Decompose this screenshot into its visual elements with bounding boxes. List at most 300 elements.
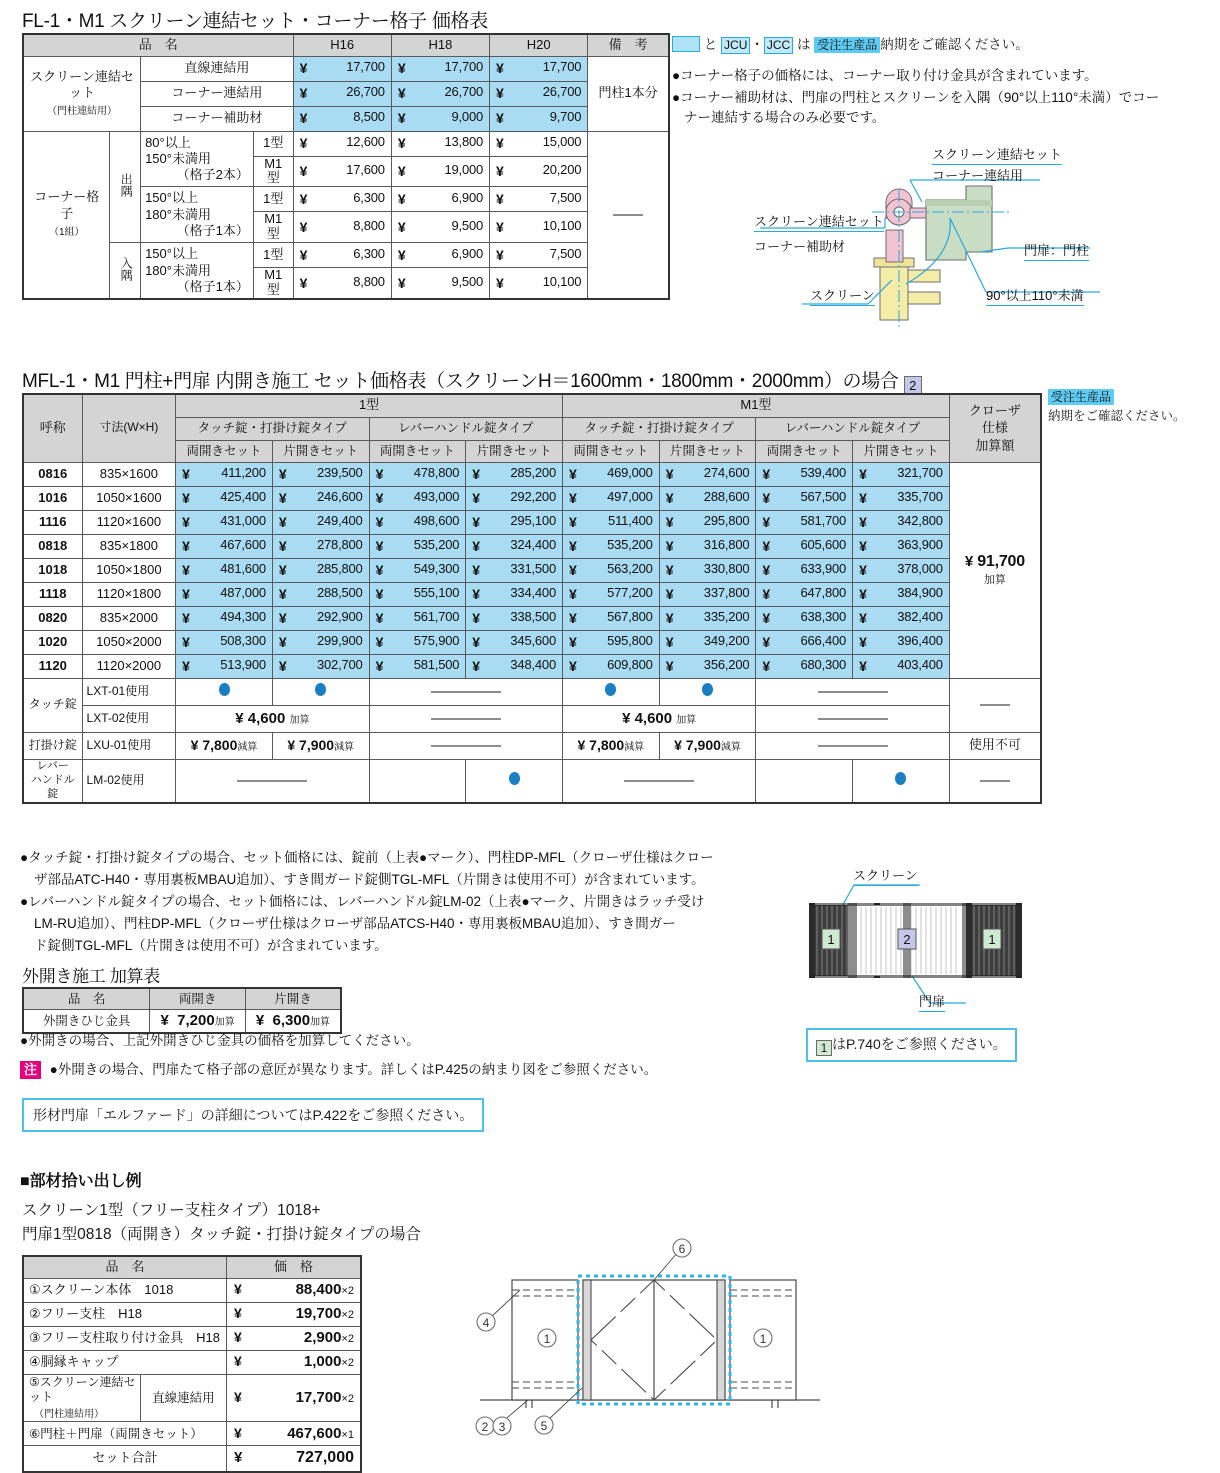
cell-koshou: 1118 [23, 582, 82, 606]
cell-price: ¥ 17,700 [490, 56, 588, 81]
screen-diagram-label-screen: スクリーン [853, 865, 918, 886]
table-row [23, 582, 1041, 606]
table-row [23, 56, 669, 81]
svg-text:2: 2 [903, 932, 911, 947]
cell-price: ¥ 396,400 [853, 630, 950, 654]
cell-price: ¥ 285,800 [272, 558, 369, 582]
cell-price: ¥ 13,800 [391, 131, 489, 156]
cell-size: 1050×2000 [82, 630, 176, 654]
cell-unusable: 使用不可 [949, 732, 1041, 759]
cell-price-sub: ¥ 7,800減算 [562, 732, 659, 759]
table-row [23, 558, 1041, 582]
cell-price: ¥ 605,600 [756, 534, 853, 558]
col-header-touch-lock-1: タッチ錠・打掛け錠タイプ [176, 417, 369, 440]
cell-price: ¥ 8,500 [293, 106, 391, 131]
reference-box-p422[interactable]: 形材門扉「エルファード」の詳細についてはP.422をご参照ください。 [22, 1098, 484, 1132]
col-header-type1: 1型 [176, 394, 563, 417]
cell-dot [562, 678, 659, 705]
cell-price: ¥ 335,700 [853, 486, 950, 510]
cell-price: ¥ 595,800 [562, 630, 659, 654]
table-row [23, 510, 1041, 534]
cell-price: ¥ 12,600 [293, 131, 391, 156]
col-header-double-3: 両開きセット [562, 440, 659, 462]
cell-price: ¥ 292,200 [466, 486, 563, 510]
col-header-h16: H16 [293, 34, 391, 56]
table-row [23, 630, 1041, 654]
part-name: ⑥門柱＋門扉（両開きセット） [23, 1422, 227, 1446]
cell-price: ¥ 535,200 [369, 534, 466, 558]
cell-price: ¥ 26,700 [293, 81, 391, 106]
cell-price: ¥ 7,200加算 [150, 1009, 246, 1033]
diagram-label-screen-set-2: スクリーン連結セット [754, 211, 884, 232]
cell-price: ¥ 302,700 [272, 654, 369, 678]
cell-dash [369, 759, 466, 803]
section2-note-1a: ●タッチ錠・打掛け錠タイプの場合、セット価格には、錠前（上表●マーク）、門柱DP-MFL（クローザ仕様はクロー [20, 850, 714, 865]
cell-size: 1120×1600 [82, 510, 176, 534]
cell-koshou: 0820 [23, 606, 82, 630]
diagram-label-corner-aux: コーナー補助材 [754, 239, 846, 254]
cell-price: ¥ 555,100 [369, 582, 466, 606]
cell-price: ¥ 249,400 [272, 510, 369, 534]
svg-text:6: 6 [678, 1242, 686, 1256]
cell-dash [176, 759, 369, 803]
cell-price: ¥ 567,500 [756, 486, 853, 510]
cell-price: ¥ 497,000 [562, 486, 659, 510]
col-header-double: 両開き [150, 988, 246, 1009]
cell-price: ¥ 363,900 [853, 534, 950, 558]
col-header-size: 寸法(W×H) [82, 394, 176, 462]
legend-mid: ・ [750, 37, 764, 52]
section2-title-badge: 2 [904, 376, 922, 395]
cell-dot [272, 678, 369, 705]
cell-price: ¥ 288,600 [659, 486, 756, 510]
section3-note-2-row [20, 1060, 657, 1080]
parts-plan-diagram [450, 1230, 850, 1460]
section4-parts-table [22, 1255, 362, 1473]
cell-price: ¥ 498,600 [369, 510, 466, 534]
cell-price: ¥ 321,700 [853, 462, 950, 486]
cell-closer-price: ¥ 91,700 加算 [949, 462, 1041, 678]
cell-price: ¥ 633,900 [756, 558, 853, 582]
svg-text:1: 1 [543, 1332, 551, 1346]
cell-price: ¥ 467,600 [176, 534, 273, 558]
cell-price: ¥ 647,800 [756, 582, 853, 606]
row-type: 1型 [253, 187, 293, 212]
cell-price: ¥ 478,800 [369, 462, 466, 486]
section2-title [22, 366, 922, 395]
cell-price: ¥ 274,600 [659, 462, 756, 486]
table-row [23, 1278, 361, 1302]
part-name: ⑤スクリーン連結セット （門柱連結用） [23, 1374, 140, 1422]
opt-model-lxt02: LXT-02使用 [82, 705, 176, 732]
section1-note-2b: ナー連結する場合のみ必要です。 [684, 110, 886, 125]
opt-model-lm02: LM-02使用 [82, 759, 176, 803]
group2-sub-irizumi: 入隅 [110, 243, 141, 299]
cell-price: ¥ 17,600 [293, 156, 391, 187]
total-label: セット合計 [23, 1446, 227, 1472]
cell-price: ¥ 378,000 [853, 558, 950, 582]
cell-price: ¥ 17,700 [293, 56, 391, 81]
legend-line [672, 33, 1029, 54]
col-header-name: 品 名 [23, 34, 293, 56]
cell-price: ¥ 411,200 [176, 462, 273, 486]
cell-size: 1050×1800 [82, 558, 176, 582]
cell-price: ¥ 513,900 [176, 654, 273, 678]
cell-price: ¥ 15,000 [490, 131, 588, 156]
cell-price: ¥ 494,300 [176, 606, 273, 630]
legend-wa: は [796, 37, 811, 52]
cell-price: ¥ 6,300 [293, 187, 391, 212]
section3-note-1: ●外開きの場合、上記外開きひじ金具の価格を加算してください。 [20, 1033, 420, 1048]
cell-price: ¥ 549,300 [369, 558, 466, 582]
cell-price: ¥ 539,400 [756, 462, 853, 486]
cell-dot [659, 678, 756, 705]
cell-price: ¥ 6,900 [391, 243, 489, 268]
cell-size: 1120×2000 [82, 654, 176, 678]
part-price: ¥ 1,000×2 [227, 1350, 361, 1374]
part-name: ④胴縁キャップ [23, 1350, 227, 1374]
cell-dash [369, 732, 562, 759]
cell-koshou: 1116 [23, 510, 82, 534]
cell-price: ¥ 278,800 [272, 534, 369, 558]
section3-title: 外開き施工 加算表 [22, 967, 161, 986]
highlight-swatch [672, 36, 700, 52]
cell-price: ¥ 563,200 [562, 558, 659, 582]
chu-badge: 注 [20, 1061, 41, 1079]
cell-price: ¥ 26,700 [391, 81, 489, 106]
table-row [23, 1009, 341, 1033]
table-row-option [23, 678, 1041, 705]
cell-price: ¥ 334,400 [466, 582, 563, 606]
section2-side-note [1048, 388, 1186, 426]
cell-koshou: 1120 [23, 654, 82, 678]
section4-subtitle-2: 門扉1型0818（両開き）タッチ錠・打掛け錠タイプの場合 [22, 1226, 421, 1243]
col-header-h18: H18 [391, 34, 489, 56]
cell-price: ¥ 10,100 [490, 268, 588, 299]
cell-price: ¥ 330,800 [659, 558, 756, 582]
row-type: M1型 [253, 212, 293, 243]
cell-price-add: ¥ 4,600 加算 [176, 705, 369, 732]
cell-price: ¥ 19,000 [391, 156, 489, 187]
cell-price: ¥ 9,500 [391, 268, 489, 299]
cell-price: ¥ 469,000 [562, 462, 659, 486]
cell-price-sub: ¥ 7,800減算 [176, 732, 273, 759]
badge-made-to-order: 受注生産品 [1048, 389, 1114, 405]
cell-price: ¥ 508,300 [176, 630, 273, 654]
section1-note-2a: ●コーナー補助材は、門扉の門柱とスクリーンを入隅（90°以上110°未満）でコー [672, 90, 1160, 105]
table-row [23, 1422, 361, 1446]
cell-price: ¥ 680,300 [756, 654, 853, 678]
badge-made-to-order: 受注生産品 [814, 37, 880, 53]
cell-price: ¥ 335,200 [659, 606, 756, 630]
table-row [23, 1302, 361, 1326]
cell-price: ¥ 487,000 [176, 582, 273, 606]
col-header-double-1: 両開きセット [176, 440, 273, 462]
cell-price: ¥ 26,700 [490, 81, 588, 106]
section1-note-1: ●コーナー格子の価格には、コーナー取り付け金具が含まれています。 [672, 68, 1098, 83]
cell-price: ¥ 577,200 [562, 582, 659, 606]
cell-koshou: 1016 [23, 486, 82, 510]
cell-price: ¥ 246,600 [272, 486, 369, 510]
legend-tail: 納期をご確認ください。 [880, 37, 1029, 52]
table-row-option [23, 732, 1041, 759]
part-price: ¥ 467,600×1 [227, 1422, 361, 1446]
row-condition: 150°以上 180°未満用 （格子1本） [141, 187, 254, 243]
cell-price: ¥ 9,000 [391, 106, 489, 131]
cell-dash [756, 678, 949, 705]
group2-label: コーナー格子 （1組） [23, 131, 110, 299]
svg-text:2: 2 [481, 1420, 489, 1434]
cell-price: ¥ 10,100 [490, 212, 588, 243]
group1-note: 門柱1本分 [588, 56, 669, 131]
cell-price: ¥ 331,500 [466, 558, 563, 582]
cell-dash [369, 705, 562, 732]
col-header-double-2: 両開きセット [369, 440, 466, 462]
col-header-single: 片開き [245, 988, 341, 1009]
cell-dot [853, 759, 950, 803]
cell-price: ¥ 535,200 [562, 534, 659, 558]
cell-price: ¥ 403,400 [853, 654, 950, 678]
cell-price: ¥ 299,900 [272, 630, 369, 654]
cell-price: ¥ 384,900 [853, 582, 950, 606]
cell-price: ¥ 666,400 [756, 630, 853, 654]
section4-title: ■部材拾い出し例 [20, 1173, 142, 1190]
opt-label-touch: タッチ錠 [23, 678, 82, 732]
cell-size: 1120×1800 [82, 582, 176, 606]
section2-note-2a: ●レバーハンドル錠タイプの場合、セット価格には、レバーハンドル錠LM-02（上表●マーク、片開きはラッチ受け [20, 894, 705, 909]
part-subname: 直線連結用 [140, 1374, 226, 1422]
part-name: ②フリー支柱 H18 [23, 1302, 227, 1326]
table-row-total [23, 1446, 361, 1472]
legend-to: と [703, 37, 718, 52]
cell-price: ¥ 356,200 [659, 654, 756, 678]
cell-price: ¥ 324,400 [466, 534, 563, 558]
cell-price: ¥ 511,400 [562, 510, 659, 534]
cell-price: ¥ 295,800 [659, 510, 756, 534]
table-row [23, 606, 1041, 630]
svg-text:1: 1 [759, 1332, 767, 1346]
cell-price: ¥ 561,700 [369, 606, 466, 630]
cell-price: ¥ 338,500 [466, 606, 563, 630]
diagram-label-screen: スクリーン [810, 285, 875, 306]
row-condition: 150°以上 180°未満用 （格子1本） [141, 243, 254, 299]
section2-price-table [22, 393, 1042, 804]
col-header-h20: H20 [490, 34, 588, 56]
cell-koshou: 0818 [23, 534, 82, 558]
part-price: ¥ 17,700×2 [227, 1374, 361, 1422]
filled-dot-icon [702, 683, 713, 696]
table-row [23, 1326, 361, 1350]
cell-price: ¥ 342,800 [853, 510, 950, 534]
filled-dot-icon [315, 683, 326, 696]
diagram-label-corner-joint: コーナー連結用 [932, 168, 1024, 183]
side-note-text: 納期をご確認ください。 [1048, 408, 1186, 423]
row-name: 直線連結用 [141, 56, 294, 81]
opt-label-lever: レバー ハンドル錠 [23, 759, 82, 803]
cell-size: 835×2000 [82, 606, 176, 630]
opt-label-uchikake: 打掛け錠 [23, 732, 82, 759]
cell-price: ¥ 431,000 [176, 510, 273, 534]
cell-koshou: 0816 [23, 462, 82, 486]
cell-price: ¥ 288,500 [272, 582, 369, 606]
svg-text:5: 5 [540, 1419, 548, 1433]
section2-note-2c: ド錠側TGL-MFL（片開きは使用不可）が含まれています。 [34, 938, 388, 953]
row-type: M1型 [253, 268, 293, 299]
cell-dot [466, 759, 563, 803]
section4-subtitle-1: スクリーン1型（フリー支柱タイプ）1018+ [22, 1202, 321, 1219]
filled-dot-icon [509, 772, 520, 785]
cell-price: ¥ 316,800 [659, 534, 756, 558]
col-header-name: 品 名 [23, 988, 150, 1009]
cell-price: ¥ 6,900 [391, 187, 489, 212]
col-header-single-3: 片開きセット [659, 440, 756, 462]
section2-note-1b: ザ部品ATC-H40・専用裏板MBAU追加）、すき間ガード錠側TGL-MFL（片開きは使用不可）が含まれています。 [34, 872, 705, 887]
cell-price-add: ¥ 4,600 加算 [562, 705, 755, 732]
row-condition: 80°以上 150°未満用 （格子2本） [141, 131, 254, 187]
section2-title-text: MFL-1・M1 門柱+門扉 内開き施工 セット価格表（スクリーンH＝1600mm・1800mm・2000mm）の場合 [22, 371, 899, 392]
cell-dash [756, 705, 949, 732]
col-header-note: 備 考 [588, 34, 669, 56]
col-header-lever-lock-1: レバーハンドル錠タイプ [369, 417, 562, 440]
part-name: ③フリー支柱取り付け金具 H18 [23, 1326, 227, 1350]
cell-price: ¥ 295,100 [466, 510, 563, 534]
col-header-lever-lock-m1: レバーハンドル錠タイプ [756, 417, 949, 440]
cell-price: ¥ 17,700 [391, 56, 489, 81]
cell-price: ¥ 345,600 [466, 630, 563, 654]
cell-price: ¥ 292,900 [272, 606, 369, 630]
svg-text:1: 1 [827, 932, 835, 947]
cell-price-sub: ¥ 7,900減算 [659, 732, 756, 759]
cell-koshou: 1018 [23, 558, 82, 582]
filled-dot-icon [605, 683, 616, 696]
badge-jcu: JCU [721, 37, 750, 54]
reference-text: はP.740をご参照ください。 [832, 1036, 1007, 1052]
cell-size: 835×1800 [82, 534, 176, 558]
screen-diagram-label-gate: 門扉 [919, 991, 945, 1012]
table-row-option [23, 705, 1041, 732]
col-header-price: 価 格 [227, 1256, 361, 1278]
cell-price: ¥ 20,200 [490, 156, 588, 187]
cell-price: ¥ 382,400 [853, 606, 950, 630]
col-header-koshou: 呼称 [23, 394, 82, 462]
diagram-label-gatepost: 門扉：門柱 [1024, 240, 1089, 261]
col-header-typeM1: M1型 [562, 394, 949, 417]
col-header-single-4: 片開きセット [853, 440, 950, 462]
row-type: 1型 [253, 131, 293, 156]
section3-note-2: ●外開きの場合、門扉たて格子部の意匠が異なります。詳しくはP.425の納まり図をご参照ください。 [49, 1062, 658, 1077]
table-row [23, 486, 1041, 510]
reference-box-p740[interactable] [806, 1028, 1017, 1062]
cell-dash [369, 678, 562, 705]
col-header-double-4: 両開きセット [756, 440, 853, 462]
cell-size: 1050×1600 [82, 486, 176, 510]
cell-price: ¥ 609,800 [562, 654, 659, 678]
part-price: ¥ 19,700×2 [227, 1302, 361, 1326]
part-price: ¥ 88,400×2 [227, 1278, 361, 1302]
section1-price-table [22, 33, 670, 300]
opt-model-lxt01: LXT-01使用 [82, 678, 176, 705]
svg-text:3: 3 [498, 1420, 506, 1434]
col-header-single-1: 片開きセット [272, 440, 369, 462]
cell-price: ¥ 638,300 [756, 606, 853, 630]
section1-title: FL-1・M1 スクリーン連結セット・コーナー格子 価格表 [22, 11, 488, 32]
cell-price: ¥ 239,500 [272, 462, 369, 486]
row-name: 外開きひじ金具 [23, 1009, 150, 1033]
table-row [23, 1374, 361, 1422]
cell-dot [176, 678, 273, 705]
cell-price: ¥ 7,500 [490, 187, 588, 212]
table-row [23, 534, 1041, 558]
cell-price: ¥ 9,500 [391, 212, 489, 243]
cell-price: ¥ 581,700 [756, 510, 853, 534]
cell-price: ¥ 6,300加算 [245, 1009, 341, 1033]
section2-note-2b: LM-RU追加）、門柱DP-MFL（クローザ仕様はクローザ部品ATCS-H40・専用裏板MBAU追加）、すき間ガー [34, 916, 676, 931]
cell-price: ¥ 9,700 [490, 106, 588, 131]
badge-jcc: JCC [764, 37, 793, 54]
table-row-option [23, 759, 1041, 803]
table-row [23, 462, 1041, 486]
diagram-label-angle: 90°以上110°未満 [986, 285, 1084, 306]
row-type: 1型 [253, 243, 293, 268]
cell-price: ¥ 493,000 [369, 486, 466, 510]
row-type: M1型 [253, 156, 293, 187]
col-header-touch-lock-m1: タッチ錠・打掛け錠タイプ [562, 417, 755, 440]
cell-price: ¥ 7,500 [490, 243, 588, 268]
cell-price: ¥ 6,300 [293, 243, 391, 268]
total-price: ¥ 727,000 [227, 1446, 361, 1472]
cell-dash [756, 732, 949, 759]
cell-price-sub: ¥ 7,900減算 [272, 732, 369, 759]
cell-price: ¥ 348,400 [466, 654, 563, 678]
svg-text:1: 1 [988, 932, 996, 947]
col-header-single-2: 片開きセット [466, 440, 563, 462]
cell-price: ¥ 349,200 [659, 630, 756, 654]
row-name: コーナー補助材 [141, 106, 294, 131]
part-price: ¥ 2,900×2 [227, 1326, 361, 1350]
cell-price: ¥ 481,600 [176, 558, 273, 582]
table-row [23, 1350, 361, 1374]
mark-1-badge: 1 [816, 1040, 832, 1056]
opt-model-lxu01: LXU-01使用 [82, 732, 176, 759]
cell-price: ¥ 337,800 [659, 582, 756, 606]
col-header-name: 品 名 [23, 1256, 227, 1278]
svg-text:4: 4 [482, 1316, 490, 1330]
cell-size: 835×1600 [82, 462, 176, 486]
cell-price: ¥ 8,800 [293, 212, 391, 243]
cell-price: ¥ 8,800 [293, 268, 391, 299]
section3-add-table [22, 987, 342, 1034]
cell-price: ¥ 567,800 [562, 606, 659, 630]
group2-note [588, 131, 669, 299]
group2-sub-dezumi: 出隅 [110, 131, 141, 243]
cell-price: ¥ 575,900 [369, 630, 466, 654]
cell-dash [949, 759, 1041, 803]
diagram-label-screen-set-1: スクリーン連結セット [932, 144, 1062, 165]
row-name: コーナー連結用 [141, 81, 294, 106]
cell-price: ¥ 285,200 [466, 462, 563, 486]
cell-koshou: 1020 [23, 630, 82, 654]
cell-dash [562, 759, 755, 803]
cell-price: ¥ 425,400 [176, 486, 273, 510]
table-row [23, 131, 669, 156]
cell-dash [949, 678, 1041, 732]
group1-label: スクリーン連結セット （門柱連結用） [23, 56, 141, 131]
part-name: ①スクリーン本体 1018 [23, 1278, 227, 1302]
table-row [23, 654, 1041, 678]
cell-dash [756, 759, 853, 803]
filled-dot-icon [895, 772, 906, 785]
table-row [23, 243, 669, 268]
